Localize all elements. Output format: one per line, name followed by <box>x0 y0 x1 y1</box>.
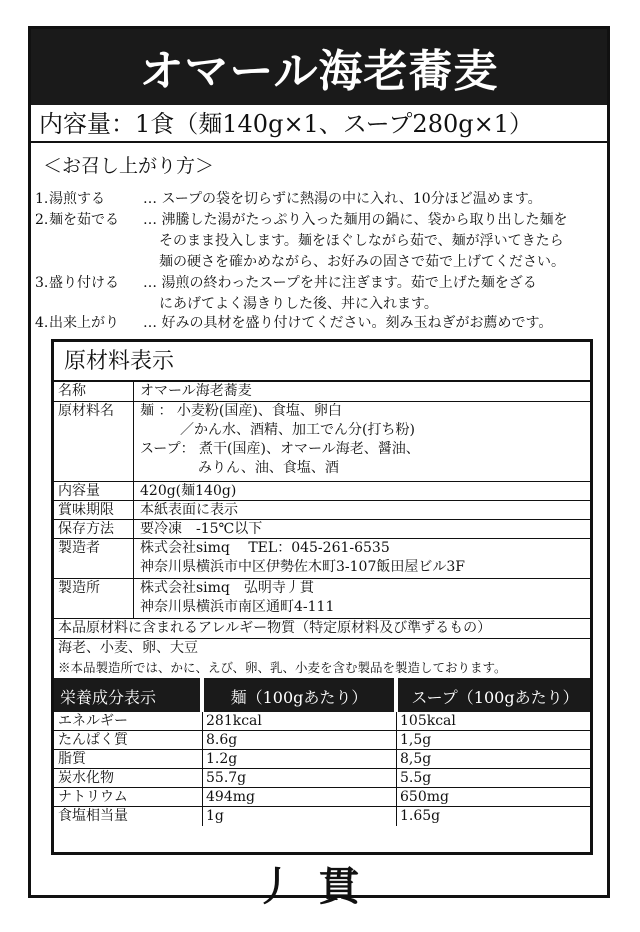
step-text: … 好みの具材を盛り付けてください。刻み玉ねぎがお薦めです。 <box>143 315 553 331</box>
noodle-value: 494mg <box>206 789 255 805</box>
row-key: 内容量 <box>54 482 134 500</box>
nutrition-row <box>54 788 590 807</box>
maker-line: 株式会社simq TEL：045-261-6535 <box>140 540 390 556</box>
row-key: 名称 <box>54 382 134 401</box>
step-text: … 湯煎の終わったスープを丼に注ぎます。茹で上げた麺をざる <box>143 275 537 291</box>
step-text: … 沸騰した湯がたっぷり入った麺用の鍋に、袋から取り出した麺を <box>143 212 568 228</box>
factory-line: 株式会社simq 弘明寺丿貫 <box>140 580 314 596</box>
row-value: 要冷凍 -15℃以下 <box>140 521 263 537</box>
nutrient-label: 炭水化物 <box>58 770 114 786</box>
soup-value: 650mg <box>400 789 449 805</box>
ingredient-line: 麺 ： 小麦粉(国産)、食塩、卵白 <box>140 403 342 419</box>
label-frame <box>28 26 610 910</box>
spec-title: 原材料表示 <box>54 342 590 382</box>
noodle-value: 1g <box>206 808 224 824</box>
step-number: 1. <box>35 191 49 207</box>
step-text: そのまま投入します。麺をほぐしながら茹で、麺が浮いてきたら <box>159 233 564 249</box>
row-name <box>54 382 590 402</box>
noodle-value: 8.6g <box>206 732 238 748</box>
header-divider <box>394 678 398 712</box>
soup-value: 1,5g <box>400 732 432 748</box>
row-allergy <box>54 639 590 678</box>
allergy-items: 海老、小麦、卵、大豆 <box>58 640 198 656</box>
row-factory <box>54 579 590 619</box>
row-maker <box>54 539 590 579</box>
nutrient-label: ナトリウム <box>58 789 128 805</box>
row-key: 賞味期限 <box>54 501 134 519</box>
brand-signature: 丿貫 <box>255 863 383 910</box>
row-expiry <box>54 501 590 520</box>
allergy-title: 本品原材料に含まれるアレルギー物質（特定原材料及び準ずるもの） <box>58 620 492 636</box>
row-volume <box>54 482 590 501</box>
row-key: 製造所 <box>54 579 134 618</box>
noodle-value: 281kcal <box>206 713 262 729</box>
maker-line: 神奈川県横浜市中区伊勢佐木町3-107飯田屋ビル3F <box>140 559 465 575</box>
ingredient-line: ／かん水、酒精、加工でん分(打ち粉) <box>180 422 415 438</box>
ingredient-label-table <box>51 339 593 855</box>
content-amount: 内容量：1食（麺140g×1、スープ280g×1） <box>31 105 607 143</box>
row-value: 420g(麺140g) <box>140 483 237 499</box>
step-text: 麺の硬さを確かめながら、お好みの固さで茹で上げてください。 <box>159 254 565 270</box>
nutrition-row <box>54 750 590 769</box>
row-ingredients <box>54 402 590 482</box>
step-text: にあげてよく湯きりした後、丼に入れます。 <box>159 296 438 312</box>
soup-value: 8,5g <box>400 751 432 767</box>
step-label: 出来上がり <box>49 315 119 331</box>
nutrient-label: 食塩相当量 <box>58 808 128 824</box>
nutrition-row <box>54 712 590 731</box>
noodle-value: 1.2g <box>206 751 238 767</box>
factory-line: 神奈川県横浜市南区通町4-111 <box>140 599 335 615</box>
nutrition-header <box>54 678 590 712</box>
noodle-column-head: 麺（100gあたり） <box>230 688 368 707</box>
row-storage <box>54 520 590 539</box>
step-label: 湯煎する <box>49 191 105 207</box>
row-key: 製造者 <box>54 539 134 578</box>
noodle-value: 55.7g <box>206 770 247 786</box>
product-title: オマール海老蕎麦 <box>31 29 607 105</box>
howto-title: ＜お召し上がり方＞ <box>43 155 215 177</box>
nutrient-label: たんぱく質 <box>58 732 128 748</box>
row-value: オマール海老蕎麦 <box>140 383 252 399</box>
nutrient-label: 脂質 <box>58 751 86 767</box>
soup-column-head: スープ（100gあたり） <box>411 688 579 707</box>
nutrient-label: エネルギー <box>58 713 128 729</box>
row-value: 本紙表面に表示 <box>140 502 238 518</box>
nutrition-row <box>54 731 590 750</box>
soup-value: 105kcal <box>400 713 456 729</box>
step-label: 盛り付ける <box>49 275 119 291</box>
row-key: 原材料名 <box>54 402 134 481</box>
row-allergy-title <box>54 619 590 639</box>
step-label: 麺を茹でる <box>49 212 119 228</box>
step-number: 4. <box>35 315 49 331</box>
ingredient-line: スープ： 煮干(国産)、オマール海老、醤油、 <box>140 441 420 457</box>
soup-value: 1.65g <box>400 808 441 824</box>
soup-value: 5.5g <box>400 770 432 786</box>
row-key: 保存方法 <box>54 520 134 538</box>
step-number: 2. <box>35 212 49 228</box>
nutrition-row <box>54 769 590 788</box>
nutrition-row <box>54 807 590 826</box>
ingredient-line: みりん、油、食塩、酒 <box>198 460 339 476</box>
step-text: … スープの袋を切らずに熱湯の中に入れ、10分ほど温めます。 <box>143 191 542 207</box>
nutrition-title: 栄養成分表示 <box>60 688 157 707</box>
allergy-note: ※本品製造所では、かに、えび、卵、乳、小麦を含む製品を製造しております。 <box>58 660 507 675</box>
step-number: 3. <box>35 275 49 291</box>
